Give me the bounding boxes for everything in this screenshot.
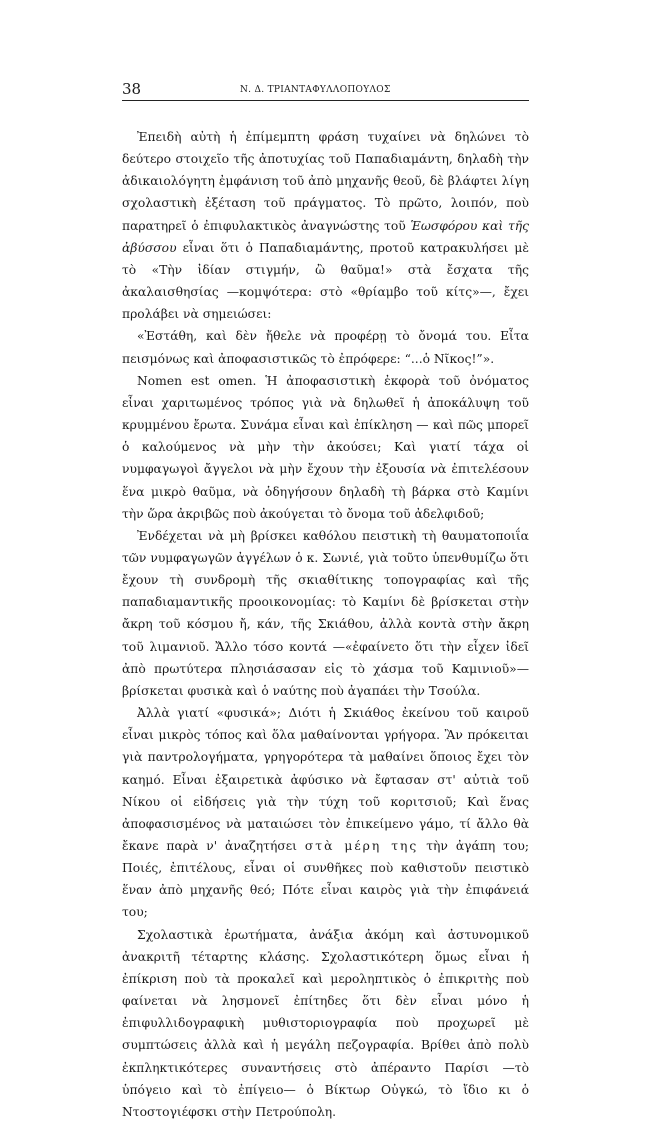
- text-run: Ἐπειδὴ αὐτὴ ἡ ἐπίμεμπτη φράση τυχαίνει νὰ δηλώνει τὸ δεύτερο στοιχεῖο τῆς ἀποτυχίας τοῦ Παπαδιαμάντη, δηλαδὴ τὴν ἀδικαιολόγητη ἐμφάνιση τοῦ ἀπὸ μηχανῆς θεοῦ, δὲ βλάφτει λίγη σχολαστικὴ ἐξέταση τοῦ πράγματος. Τὸ πρῶτο, λοιπόν, ποὺ παρατηρεῖ ὁ ἐπιφυλακτικὸς ἀναγνώστης τοῦ: [122, 130, 529, 233]
- paragraph: [122, 924, 529, 1123]
- text-run: Σχολαστικὰ ἐρωτήματα, ἀνάξια ἀκόμη καὶ ἀστυνομικοῦ ἀνακριτῆ τέταρτης κλάσης. Σχολαστικότερη ὅμως εἶναι ἡ ἐπίκριση ποὺ τὰ προκαλεῖ καὶ μεροληπτικὸς ὁ ἐπικριτὴς ποὺ φαίνεται νὰ λησμονεῖ ἐπίτηδες ὅτι δὲν εἶναι μόνο ἡ ἐπιφυλλιδογραφικὴ μυθιστοριογραφία ποὺ προχωρεῖ μὲ συμπτώσεις ἀλλὰ καὶ ἡ μεγάλη πεζογραφία. Βρίθει ἀπὸ πολὺ ἐκπληκτικότερες συναντήσεις στὸ ἀπέραντο Παρίσι —τὸ ὑπόγειο καὶ τὸ ἐπίγειο— ὁ Βίκτωρ Οὐγκώ, τὸ ἴδιο κι ὁ Ντοστογιέφσκι στὴν Πετρούπολη.: [122, 927, 529, 1119]
- paragraph: [122, 370, 529, 525]
- paragraph: [122, 126, 529, 325]
- paragraph: [122, 525, 529, 702]
- page-header: [122, 80, 529, 101]
- running-head: Ν. Δ. ΤΡΙΑΝΤΑΦΥΛΛΟΠΟΥΛΟΣ: [240, 85, 391, 95]
- text-run: Ἐνδέχεται νὰ μὴ βρίσκει καθόλου πειστικὴ τὴ θαυματοποιΐα τῶν νυμφαγωγῶν ἀγγέλων ὁ κ. Σωνιέ, γιὰ τοῦτο ὑπενθυμίζω ὅτι ἔχουν τὴ συνδρομὴ τῆς σκιαθίτικης τοπογραφίας καὶ τῆς παπαδιαμαντικῆς προοικονομίας: τὸ Καμίνι δὲ βρίσκεται στὴν ἄκρη τοῦ κόσμου ἤ, κάν, τῆς Σκιάθου, ἀλλὰ κοντὰ στὴν ἄκρη τοῦ λιμανιοῦ. Ἄλλο τόσο κοντά —«ἐφαίνετο ὅτι τὴν εἶχεν ἰδεῖ ἀπὸ πρωτύτερα πλησιάσασαν εἰς τὸ χάσμα τοῦ Καμινιοῦ»— βρίσκεται φυσικὰ καὶ ὁ ναύτης ποὺ ἀγαπάει τὴν Τσούλα.: [122, 528, 529, 698]
- body-text: [122, 126, 529, 1123]
- text-run: Ἀλλὰ γιατί «φυσικά»; Διότι ἡ Σκιάθος ἐκείνου τοῦ καιροῦ εἶναι μικρὸς τόπος καὶ ὅλα μαθαίνονται γρήγορα. Ἂν πρόκειται γιὰ παντρολογήματα, γρηγορότερα τὰ μαθαίνει ὅποιος ἔχει τὸν καημό. Εἶναι ἐξαιρετικὰ ἀφύσικο νὰ ἔφτασαν στ' αὐτιὰ τοῦ Νίκου οἱ εἰδήσεις γιὰ τὴν τύχη τοῦ κοριτσιοῦ; Καὶ ἕνας ἀποφασισμένος νὰ ματαιώσει τὸν ἐπικείμενο γάμο, τί ἄλλο θὰ ἔκανε παρὰ ν' ἀναζητήσει: [122, 706, 529, 853]
- page-number: 38: [122, 80, 142, 98]
- text-run: «Ἐστάθη, καὶ δὲν ἤθελε νὰ προφέρῃ τὸ ὄνομά του. Εἶτα πεισμόνως καὶ ἀποφασιστικῶς τὸ ἐπρόφερε: “...ὁ Νῖκος!”».: [122, 329, 529, 366]
- text-run: Nomen est omen. Ἡ ἀποφασιστικὴ ἐκφορὰ τοῦ ὀνόματος εἶναι χαριτωμένος τρόπος γιὰ νὰ δηλωθεῖ ἡ ἀποκάλυψη τοῦ κρυμμένου ἔρωτα. Συνάμα εἶναι καὶ ἐπίκληση — καὶ πῶς μπορεῖ ὁ καλούμενος νὰ μὴν τὴν ἀκούσει; Καὶ γιατί τάχα οἱ νυμφαγωγοὶ ἄγγελοι νὰ μὴν ἔχουν τὴν ἐξουσία νὰ ἐπιτελέσουν ἕνα μικρὸ θαῦμα, νὰ ὁδηγήσουν δηλαδὴ τὴ βάρκα στὸ Καμίνι τὴν ὥρα ἀκριβῶς ποὺ ἀκούγεται τὸ ὄνομα τοῦ ἀδελφιδοῦ;: [122, 373, 529, 521]
- book-title-italic: Ἑωσφόρου καὶ τῆς ἀβύσσου: [122, 218, 530, 255]
- spaced-emphasis: στὰ μέρη της: [304, 839, 419, 853]
- text-run: τὴν ἀγάπη του; Ποιές, ἐπιτέλους, εἶναι οἱ συνθῆκες ποὺ καθιστοῦν πειστικὸ ἕναν ἀπὸ μηχανῆς θεό; Πότε εἶναι καιρὸς γιὰ τὴν ἐπιφάνειά του;: [122, 839, 530, 920]
- quotation-paragraph: [122, 325, 529, 369]
- paragraph: [122, 702, 529, 924]
- text-run: εἶναι ὅτι ὁ Παπαδιαμάντης, προτοῦ κατρακυλήσει μὲ τὸ «Τὴν ἰδίαν στιγμήν, ὢ θαῦμα!» στὰ ἔσχατα τῆς ἀκαλαισθησίας —κομψότερα: στὸ «θρίαμβο τοῦ κίτς»—, ἔχει προλάβει νὰ σημειώσει:: [122, 240, 529, 322]
